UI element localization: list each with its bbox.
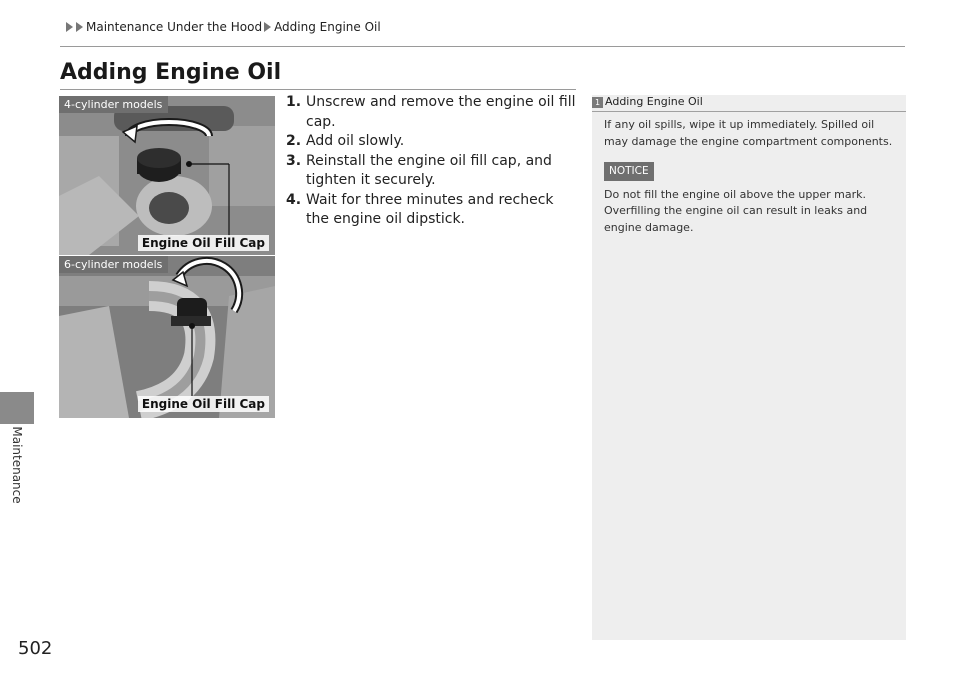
section-tab-marker	[0, 392, 34, 424]
page-number: 502	[18, 638, 53, 659]
sidebar-paragraph: Do not fill the engine oil above the upper mark. Overfilling the engine oil can result in leaks and engine damage.	[604, 187, 868, 234]
step-number: 1.	[286, 94, 302, 110]
step-number: 4.	[286, 191, 302, 208]
step-item	[286, 152, 578, 191]
photo-tag-6-cylinder: 6-cylinder models	[59, 256, 168, 273]
breadcrumb	[66, 20, 381, 34]
sidebar-body	[604, 117, 896, 244]
notice-badge: NOTICE	[604, 162, 654, 181]
breadcrumb-arrow-icon	[76, 22, 83, 32]
sidebar-note-panel	[592, 95, 906, 640]
step-text: Reinstall the engine oil fill cap, and tighten it securely.	[306, 152, 552, 188]
step-item	[286, 191, 578, 230]
engine-photo-4-cylinder	[59, 96, 275, 255]
breadcrumb-arrow-icon	[66, 22, 73, 32]
sidebar-heading-divider	[592, 111, 906, 112]
step-text: Wait for three minutes and recheck the engine oil dipstick.	[306, 191, 554, 227]
callout-engine-oil-fill-cap: Engine Oil Fill Cap	[138, 235, 269, 251]
sidebar-paragraph: If any oil spills, wipe it up immediately. Spilled oil may damage the engine compartment components.	[604, 118, 893, 148]
step-text: Add oil slowly.	[306, 133, 405, 149]
page-title: Adding Engine Oil	[60, 60, 282, 85]
sidebar-heading-label: Adding Engine Oil	[605, 95, 703, 108]
breadcrumb-item-maintenance-under-the-hood[interactable]: Maintenance Under the Hood	[86, 20, 263, 34]
title-divider	[60, 89, 576, 90]
breadcrumb-arrow-icon	[264, 22, 271, 32]
photo-tag-4-cylinder: 4-cylinder models	[59, 96, 168, 113]
callout-engine-oil-fill-cap: Engine Oil Fill Cap	[138, 396, 269, 412]
section-side-label: Maintenance	[10, 426, 24, 504]
engine-photo-6-cylinder	[59, 256, 275, 418]
step-text: Unscrew and remove the engine oil fill cap.	[306, 94, 576, 130]
note-number-icon: 1	[592, 97, 603, 108]
step-item	[286, 93, 578, 132]
engine-bay-illustration-6-cylinder	[59, 256, 275, 418]
breadcrumb-item-adding-engine-oil[interactable]: Adding Engine Oil	[274, 20, 381, 34]
procedure-steps	[286, 93, 578, 230]
engine-bay-illustration-4-cylinder	[59, 96, 275, 255]
step-item	[286, 132, 578, 152]
step-number: 2.	[286, 133, 302, 149]
step-number: 3.	[286, 152, 302, 169]
sidebar-heading	[592, 95, 906, 112]
header-divider	[60, 46, 905, 47]
